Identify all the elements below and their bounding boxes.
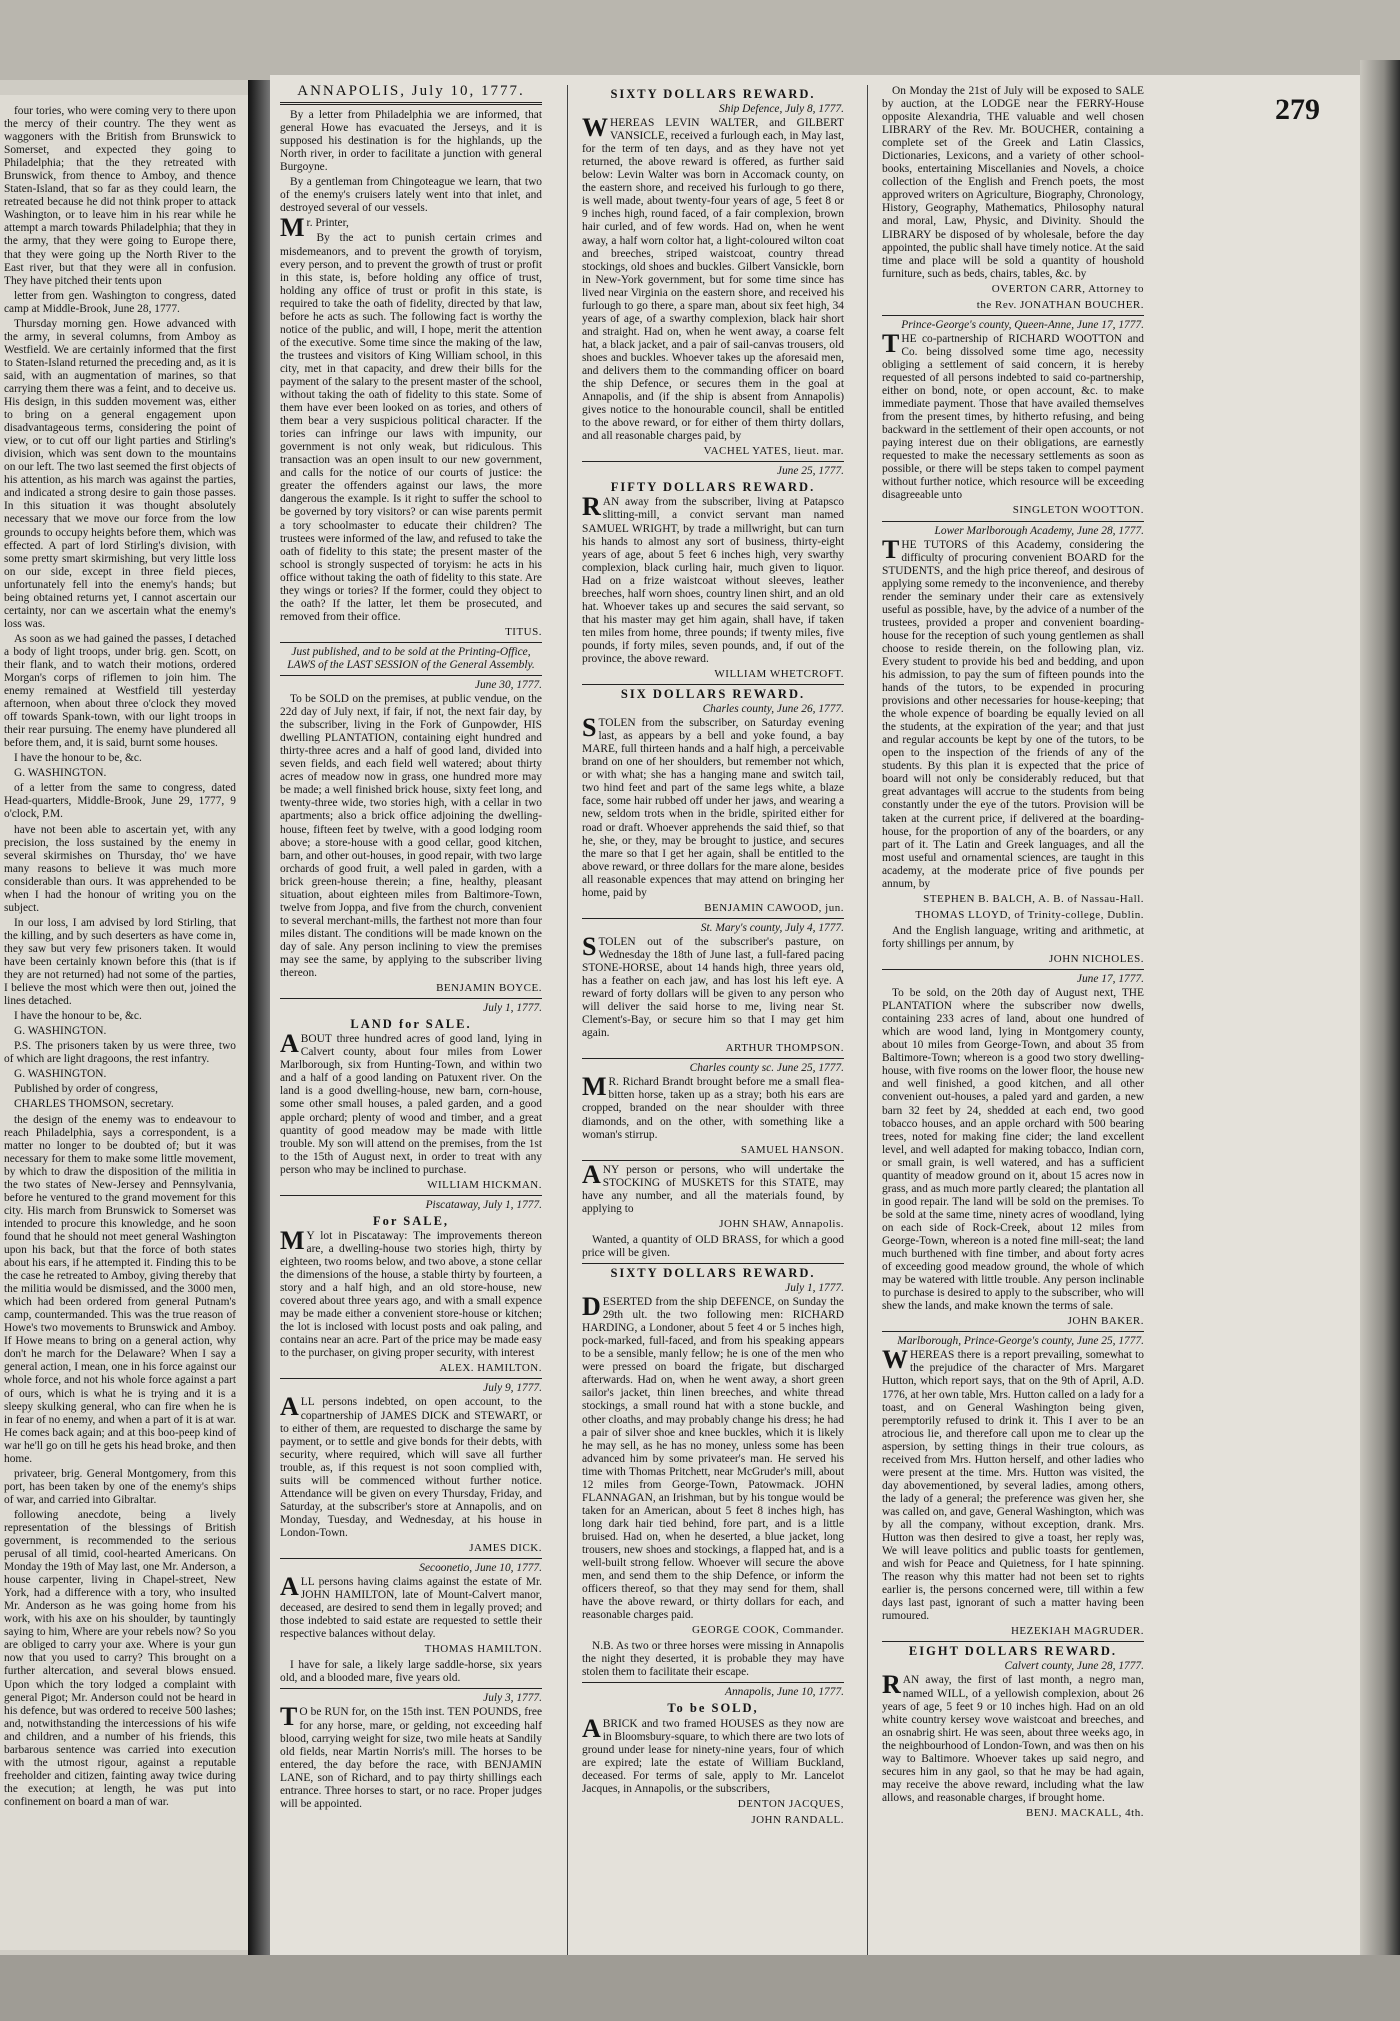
ad-body: MR. Richard Brandt brought before me a small flea-bitten horse, taken up as a stray; both his ears are cropped, branded on the near shoulder with three diamonds, and on the other, with something like a woman's stirrup. bbox=[582, 1072, 844, 1141]
divider bbox=[280, 675, 542, 676]
ad-body: To be SOLD on the premises, at public vendue, on the 22d day of July next, if fair, if not, the next fair day, by the subscriber, living in the Fork of Gunpowder, HIS dwelling PLANTATION, containing eight hundred and thirty-three acres and a half of good land, divided into seven fields, and each field well watered; about thirty acres of meadow now in grass, one hundred more may be made; a well finished brick house, sixty feet long, and twenty-three wide, two stories high, with a cellar in two apartments; also a brick office adjoining the dwelling-house, fifteen feet by twelve, with a good lodging room above; a store-house with a good cellar, good kitchen, barn, and other out-houses, in good repair, with two large orchards of good fruit, a well paled in garden, with a brick green-house therein; a fine, healthy, pleasant situation, about eighteen miles from Baltimore-Town, twelve from Joppa, and five from the church, convenient to several merchant-mills, the farthest not more than four miles distant. The conditions will be made known on the day of sale. Any person inclining to view the premises may see the same, by applying to the subscriber living thereon. bbox=[280, 693, 542, 980]
ad-date: June 30, 1777. bbox=[474, 679, 542, 692]
left-page bbox=[0, 95, 248, 1950]
divider bbox=[280, 1195, 542, 1196]
ad-body: ALL persons having claims against the estate of Mr. JOHN HAMILTON, late of Mount-Calvert manor, deceased, are desired to send them in legally proved; and those indebted to said estate are requested to settle their respective balances without delay. bbox=[280, 1572, 542, 1641]
ad-body: TO be RUN for, on the 15th inst. TEN POUNDS, free for any horse, mare, or gelding, not exceeding half blood, carrying weight for size, two mile heats at Sandily old fields, near Martin Norris's mill. The horses to be entered, the day before the race, with BENJAMIN LANE, son of Richard, and to pay thirty shillings each entrance. Three horses to start, or no race. Proper judges will be appointed. bbox=[280, 1702, 542, 1810]
column-2 bbox=[582, 85, 844, 1830]
ad-body: WHEREAS LEVIN WALTER, and GILBERT VANSICLE, received a furlough each, in May last, for the term of ten days, and as they have not yet returned, the above reward is offered, as further said below: Levin Walter was born in Accomack county, on the eastern shore, and received his furlough to go there, is well made, about twenty-four years of age, 5 feet 8 or 9 inches high, round faced, of a fair complexion, brown hair curled, and of few words. Had on, when he went away, a half worn coltor hat, a light-coloured wilton coat and breeches, striped waistcoat, country thread stockings, old shoes and buckles. Gilbert Vansickle, born in New-York government, but for some time since has lived near Virginia on the eastern shore, and received his furlough to go there, a spare man, about six feet high, 34 years of age, of a swarthy complexion, black hair short and straight. Had on, when he went away, a coarse felt hat, a black jacket, and a pair of sail-canvas trousers, old shoes and buckles. Whoever takes up the aforesaid men, and delivers them to the commanding officer on board the ship Defence, or secures them in the goal at Annapolis, and (if the ship is absent from Annapolis) gives notice to the honourable council, shall be entitled to the above reward, or for either of them thirty dollars, and all reasonable charges paid, by bbox=[582, 113, 844, 443]
ad-body: RAN away from the subscriber, living at Patapsco slitting-mill, a convict servant man named SAMUEL WRIGHT, by trade a millwright, but can turn his hands to almost any sort of business, thirty-eight years of age, about 5 feet 6 inches high, very swarthy complexion, black curling hair, much given to liquor. Had on a frize waistcoat without sleeves, leather breeches, half worn shoes, country linen shirt, and an old hat. Whoever takes up and secures the said servant, so that his master may get him again, shall have, if taken ten miles from home, three pounds; if twenty miles, five pounds, if forty miles, seven pounds, and, if out of the province, the above reward. bbox=[582, 492, 844, 665]
left-page-paragraph: In our loss, I am advised by lord Stirling, that the killing, and by such deserters as have come in, they saw but very few prisoners taken. It would have been certainly known before this (that is if they are not returned) had not some of the parties, I believe the most which were then out, joined the lines detached. bbox=[4, 916, 236, 1008]
signature: TITUS. bbox=[505, 625, 542, 638]
ad-body: WHEREAS there is a report prevailing, somewhat to the prejudice of the character of Mrs. Margaret Hutton, which report says, that on the 9th of April, A.D. 1776, at her own table, Mrs. Hutton called on a lady for a toast, and on General Washington being given, peremptorily refused to drink it. This I aver to be an atrocious lie, and therefore call upon me to clear up the aspersion, by setting things in their true colours, as received from Mrs. Hutton herself, and other ladies who were present at the time. Mrs. Hutton was visited, the day abovementioned, by several ladies, among others, the lady of a general; the preference was given her, she was called on, and gave, General Washington, which was by all the company, without exception, drank. Mrs. Hutton was then desired to give a toast, her reply was, We will leave politics and public toasts for gentlemen, and wish for Peace and Quietness, for I hate spinning. The reason why this matter had not been set to rights earlier is, the persons concerned were, till within a few days last past, ignorant of such a matter having been rumoured. bbox=[882, 1345, 1144, 1623]
left-page-paragraph: following anecdote, being a lively representation of the blessings of British government, is recommended to the serious perusal of all timid, cool-hearted Americans. On Monday the 19th of May last, one Mr. Anderson, a house carpenter, living in Chapel-street, New York, had a difference with a tory, who insulted Mr. Anderson as he was going home from his work, with his axe on his shoulder, by tauntingly saying to him, Where are your rebels now? So you are obliged to carry your axe. Where is your gun now that you used to carry? This brought on a further altercation, and several blows ensued. Upon which the tory lodged a complaint with general Pigot; Mr. Anderson could not be heard in his defence, but was ordered to receive 500 lashes; and, notwithstanding the intercessions of his wife and children, and a number of his friends, this barbarous sentence was carried into execution with the utmost rigour, against a reputable freeholder and citizen, fainting away twice during the execution; at length, he was put into confinement on board a man of war. bbox=[4, 1508, 236, 1808]
news-item: By a gentleman from Chingoteague we learn, that two of the enemy's cruisers lately went into that inlet, and destroyed several of our vessels. bbox=[280, 176, 542, 215]
divider bbox=[882, 521, 1144, 522]
signature: SAMUEL HANSON. bbox=[740, 1143, 844, 1156]
ad-body: THE TUTORS of this Academy, considering the difficulty of procuring convenient BOARD for the STUDENTS, and the high price thereof, and desirous of applying some remedy to the inconvenience, and thereby render the seminary under their care as extensively useful as possible, have, by the advice of a number of the trustees, provided a proper and convenient boarding-house for the reception of such young gentlemen as shall choose to reside therein, on the following plan, viz. Every student to provide his bed and bedding, and upon his admission, to pay the sum of fifteen pounds into the hands of the tutors, to be expended in procuring provisions and other necessaries for house-keeping; that the whole expence of boarding be equally levied on all the students, at the expiration of the year; and that just and regular accounts be kept by one of the tutors, to be open to the inspection of the friends of any of the students. By this plan it is expected that the price of board will not only be considerably reduced, but that great advantages will accrue to the students from being constantly under the eye of the tutors. Provision will be taken at the current price, if delivered at the boarding-house, for the proportion of any of the boarders, or any part of it. The Latin and Greek languages, and all the most useful and ornamental sciences, are taught in this academy, at the moderate price of five pounds per annum, by bbox=[882, 534, 1144, 890]
ad-body: STOLEN from the subscriber, on Saturday evening last, as appears by a bell and yoke found, a bay MARE, full thirteen hands and a half high, a perceivable brand on one of her shoulders, but remember not which, or with what; she has a hanging mane and switch tail, two hind feet and part of the same legs white, a blaze face, some hair rubbed off under her jaws, and wearing a new, seldom trots when in the bridle, spirited either for road or draft. Whoever apprehends the said thief, so that he, she, or they, may be brought to justice, and secures the mare so that I get her again, shall be entitled to the above reward, or three dollars for the mare alone, besides all reasonable expences that may attend on bringing her home, paid by bbox=[582, 713, 844, 899]
signature: ARTHUR THOMPSON. bbox=[725, 1042, 844, 1055]
ad-body: To be sold, on the 20th day of August next, THE PLANTATION where the subscriber now dwells, containing 233 acres of land, about one hundred of which are wood land, lying in Montgomery county, about 10 miles from George-Town, and about 35 from Baltimore-Town; whereon is a good two story dwelling-house, with five rooms on the lower floor, the house new and well finished, a good kitchen, and all other convenient out-houses, a paled yard and garden, a new barn 32 feet by 24, shedded at each end, two good tobacco houses, and an apple orchard with 500 bearing trees, noted for making fine cider; the land excellent level, and well adapted for making tobacco, Indian corn, or small grain, is well watered, and has a sufficient quantity of meadow ground on it, about 15 acres now in grass, and as much more partly cleared; the plantation all in good repair. The land will be sold on the premises. To be sold at the same time, ninety acres of woodland, lying on each side of Rock-Creek, about 12 miles from George-Town, whereon is a noted fine mill-seat; the land much burthened with fine timber, and about forty acres of exceeding good meadow ground, the whole of which may be watered with little trouble. Any person inclinable to purchase is desired to apply to the subscriber, who will shew the lands, and make known the terms of sale. bbox=[882, 987, 1144, 1313]
ad-body: On Monday the 21st of July will be exposed to SALE by auction, at the LODGE near the FERRY-House opposite Alexandria, THE valuable and well chosen LIBRARY of the Rev. Mr. BOUCHER, containing a complete set of the Greek and Latin Classics, Dictionaries, Lexicons, and a variety of other school-books, entertaining Miscellanies and Novels, a choice collection of the English and French poets, the most approved writers on Agriculture, Biography, Chronology, History, Geography, Mathematics, Philosophy natural and moral, Law, Physic, and Divinity. Should the LIBRARY be disposed of by wholesale, before the day appointed, the public shall have timely notice. At the said time and place will be sold a quantity of houshold furniture, such as beds, chairs, tables, &c. by bbox=[882, 85, 1144, 280]
page-edge-shadow bbox=[1360, 60, 1400, 1980]
ad-date: July 9, 1777. bbox=[483, 1382, 542, 1395]
column-3 bbox=[882, 85, 1144, 1823]
scan-bottom-margin bbox=[0, 1955, 1400, 2021]
divider bbox=[280, 642, 542, 643]
left-page-paragraph: four tories, who were coming very to there upon the mercy of their country. The they went as waggoners with the British from Brunswick to Somerset, and expected they going to Philadelphia; that the they retreated with Brunswick, from thence to Amboy, and thence Staten-Island, that so far as they could learn, the retreated because he did not think proper to attack Washington, or to leave him in his rear while he attempt a march towards Philadelphia; that they in the army, that they were going to Europe there, that they were going up the North River to the East river, but that they were all in confusion. They have pitched their tents upon bbox=[4, 105, 236, 287]
ad-body: MY lot in Piscataway: The improvements thereon are, a dwelling-house two stories high, thirty by eighteen, two rooms below, and two above, a stone cellar the dimensions of the house, a stable thirty by fourteen, a story and a half high, and an old store-house, new covered about three years ago, and with a small expence may be made either a convenient store-house or kitchen; the lot is inclosed with locust posts and oak paling, and contains near an acre. Part of the price may be made easy to the purchaser, on giving proper security, with interest bbox=[280, 1225, 542, 1360]
signature: THOMAS HAMILTON. bbox=[424, 1643, 542, 1656]
divider bbox=[280, 1558, 542, 1559]
ad-body: DESERTED from the ship DEFENCE, on Sunday the 29th ult. the two following men: RICHARD HARDING, a Londoner, about 5 feet 4 or 5 inches high, pock-marked, full-faced, and from his speaking appears to be a sensible, manly fellow; he is one of the men who were pressed on board the frigate, but discharged afterwards. Had on, when he went away, a short green sailor's jacket, thin linen breeches, and white thread stockings, a small round hat with a stone buckle, and other cloaths, and may probably change his dress; he had a pair of silver shoe and knee buckles, which it is likely he may sell, as he has no money, unless some has been advanced him by some privateer's man. He served his time with Thomas Pritchett, near McGruder's mill, about 12 miles from George-Town, Patowmack. JOHN FLANNAGAN, an Irishman, but by his tongue would be taken for an American, about 5 feet 8 inches high, has long dark hair tied behind, fore part, and is a little bruised. Had on, when he deserted, a blue jacket, long trousers, new shoes and stockings, a flapped hat, and is a well-built strong fellow. Whoever will secure the above men, and send them to the ship Defence, or inform the officers thereof, so that they may send for them, shall have the above reward, or thirty dollars for each, and reasonable charges paid. bbox=[582, 1292, 844, 1622]
ad-date: Ship Defence, July 8, 1777. bbox=[719, 103, 844, 116]
ad-body: ANY person or persons, who will undertake the STOCKING of MUSKETS for this STATE, may have any number, and all the materials found, by applying to bbox=[582, 1159, 844, 1215]
signature: BENJ. MACKALL, 4th. bbox=[1026, 1806, 1144, 1819]
left-page-paragraph: Thursday morning gen. Howe advanced with the army, in several columns, from Amboy as Westfield. We are certainly informed that the first to Staten-Island returned the preceding and, as it is said, with an augmentation of marines, so that carrying them there was a feint, and to deceive us. His design, in this sudden movement was, either to bring on a general engagement upon disadvantageous terms, considering the point of view, or to cut off our light parties and Stirling's division, which was sent down to the mountains on our left. The two last seemed the first objects of his attention, as his march was against the parties, and indicated a strong desire to gain those passes. In this situation it was thought absolutely necessary that we move our force from the low grounds to occupy heights before them, which was effected. A part of lord Stirling's division, with some pretty smart skirmishing, but very little loss on our side, except in three field pieces, unfortunately fell into the enemy's hands; but being obtained returns yet, I cannot ascertain our certainty, nor can we ascertain what the enemy's loss was. bbox=[4, 317, 236, 630]
ad-heading: LAND for SALE. bbox=[350, 1017, 472, 1032]
divider bbox=[582, 1682, 844, 1683]
ad-date: Lower Marlborough Academy, June 28, 1777. bbox=[934, 524, 1144, 537]
divider bbox=[280, 1378, 542, 1379]
scan-top-margin bbox=[0, 0, 1400, 80]
divider bbox=[582, 918, 844, 919]
left-page-paragraph: G. WASHINGTON. bbox=[14, 1025, 107, 1038]
left-page-paragraph: the design of the enemy was to endeavour to reach Philadelphia, says a correspondent, is a matter no longer to be doubted of; but it was necessary for them to make some little movement, by which to draw the disposition of the militia in the two states of New-Jersey and Pennsylvania, before he ventured to the grand movement for this city. His march from Brunswick to Somerset was intended to procure this knowledge, and he soon found that he should not meet general Washington upon his back, but that the force of both states about his ears, if he attempted it. Finding this to be the case he retreated to Amboy, giving thereby that the militia would be dismissed, and the 3000 men, which had been ordered from general Putnam's camp, countermanded. This was the true reason of Howe's two movements to Brunswick and Amboy. If Howe means to bring on a general action, why don't he march for the Delaware? When I say a general action, I mean, one in his force against our whole force, and not his whole force against a part of ours, which is what he is trying and it is a sleepy skulking general, who can fire when he is in fear of no enemy, and when a part of it is at war. He comes back again; and at this boo-peep kind of war he'll go on till he gets his head broke, and then home. bbox=[4, 1113, 236, 1465]
left-page-paragraph: letter from gen. Washington to congress, dated camp at Middle-Brook, June 28, 1777. bbox=[4, 289, 236, 315]
divider bbox=[882, 1331, 1144, 1332]
printer-letter-body: By the act to punish certain crimes and misdemeanors, and to prevent the growth of toryism, every person, and to prevent the growth of trust or profit in this state, is, before holding any office of trust, holding any office of trust or profit in this state, is required to take the oath of fidelity, directed by that law, before he acts as such. The following fact is worthy the notice of the public, and will, I hope, merit the attention of the executive. Some time since the making of the law, the trustees and visitors of King William school, in this city, met in that capacity, and drew their bills for the payment of the salary to the present master of the school, without taking the oath of fidelity to this state. Some of them have ever been looked on as tories, and others of them bear a very suspicious political character. If the tories can infringe our laws with impunity, our government is not only weak, but ridiculous. This transaction was an open insult to our new government, and calls for the notice of our courts of justice: the greater the offenders against our laws, the more dangerous the example. Is it right to suffer the school to be governed by tory visitors? or can wise parents permit a tory schoolmaster to educate their children? The trustees were informed of the law, and refused to take the oath of fidelity to this state; the present master of the school is strongly suspected of toryism: he acts in his office without taking the oath of fidelity to this state. Are they wings or tories? If the former, could they object to the oath? If the latter, let them be prosecuted, and removed from their office. bbox=[280, 232, 542, 623]
ad-body: I have for sale, a likely large saddle-horse, six years old, and a blooded mare, five years old. bbox=[280, 1659, 542, 1685]
ad-date: Annapolis, June 10, 1777. bbox=[725, 1686, 844, 1699]
right-page bbox=[270, 75, 1360, 1965]
signature: STEPHEN B. BALCH, A. B. of Nassau-Hall. bbox=[923, 892, 1144, 905]
book-gutter bbox=[248, 80, 270, 1960]
ad-date: June 25, 1777. bbox=[776, 465, 844, 478]
printer-salutation: Mr. Printer, bbox=[280, 213, 349, 243]
ad-body: Wanted, a quantity of OLD BRASS, for which a good price will be given. bbox=[582, 1233, 844, 1259]
signature: JAMES DICK. bbox=[469, 1541, 542, 1554]
ad-body: ABOUT three hundred acres of good land, lying in Calvert county, about four miles from Lower Marlborough, six from Hunting-Town, and within two and a half of a good landing on Patuxent river. On the land is a good dwelling-house, new barn, corn-house, some other small houses, a paled garden, and a good apple orchard; plenty of wood and timber, and a great quantity of good meadow may be made with little trouble. My son will attend on the premises, from the 1st to the 15th of August next, in order to treat with any person who may be inclined to purchase. bbox=[280, 1029, 542, 1176]
left-page-paragraph: have not been able to ascertain yet, with any precision, the loss sustained by the enemy in several skirmishes on Thursday, tho' we have many reasons to believe it was much more considerable than ours. It was apprehended to be when I had the honour of writing you on the subject. bbox=[4, 823, 236, 914]
signature: the Rev. JONATHAN BOUCHER. bbox=[976, 298, 1144, 311]
ad-body: THE co-partnership of RICHARD WOOTTON and Co. being dissolved some time ago, necessity obliging a settlement of said concern, it is hereby requested of all persons indebted to said co-partnership, either on bond, note, or open account, &c. to make immediate payment. Those that have availed themselves from the present times, by hitherto refusing, and being backward in the settlement of their open accounts, or not paying interest due on their obligations, are earnestly requested to make the necessary settlements as soon as possible, or there will be steps taken to compel payment without further notice, which resource will be exceeding disagreeable unto bbox=[882, 328, 1144, 502]
column-rule bbox=[867, 85, 868, 1955]
printing-office-notice: Just published, and to be sold at the Printing-Office, LAWS of the LAST SESSION of the General Assembly. bbox=[287, 645, 535, 671]
signature: SINGLETON WOOTTON. bbox=[1012, 504, 1144, 517]
left-page-paragraph: Published by order of congress, bbox=[14, 1083, 158, 1096]
signature: JOHN RANDALL. bbox=[751, 1813, 844, 1826]
left-page-column bbox=[0, 105, 240, 1811]
left-page-paragraph: P.S. The prisoners taken by us were three, two of which are light dragoons, the rest infantry. bbox=[4, 1040, 236, 1066]
ad-heading: To be SOLD, bbox=[667, 1701, 759, 1716]
signature: OVERTON CARR, Attorney to bbox=[991, 282, 1144, 295]
signature: VACHEL YATES, lieut. mar. bbox=[703, 445, 844, 458]
divider bbox=[582, 1160, 844, 1161]
ad-heading: FIFTY DOLLARS REWARD. bbox=[610, 480, 816, 495]
left-page-paragraph: As soon as we had gained the passes, I detached a body of light troops, under brig. gen. Scott, on their flank, and to watch their motions, ordered Morgan's corps of riflemen to join him. The enemy remained at Westfield till yesterday afternoon, when about three o'clock they moved off towards Spank-town, with our light troops in their rear pursuing. The enemy have plundered all before them, and, it is said, burnt some houses. bbox=[4, 632, 236, 750]
ad-heading: SIX DOLLARS REWARD. bbox=[620, 687, 806, 702]
ad-body: RAN away, the first of last month, a negro man, named WILL, of a yellowish complexion, about 26 years of age, 5 feet 9 or 10 inches high. Had on an old white country kersey wove waistcoat and breeches, and an osnabrig shirt. He was seen, about three weeks ago, in the neighbourhood of London-Town, and was then on his way to Baltimore. Whoever takes up said negro, and secures him in any gaol, so that he may be had again, may receive the above reward, including what the law allows, and reasonable charges, if brought home. bbox=[882, 1670, 1144, 1804]
signature: WILLIAM HICKMAN. bbox=[427, 1178, 542, 1191]
left-page-paragraph: of a letter from the same to congress, dated Head-quarters, Middle-Brook, June 29, 1777, 9 o'clock, P.M. bbox=[4, 782, 236, 821]
ad-date: July 1, 1777. bbox=[483, 1002, 542, 1015]
ad-body: STOLEN out of the subscriber's pasture, on Wednesday the 18th of June last, a full-fared pacing STONE-HORSE, about 14 hands high, three years old, has a feather on each jaw, and has lost his left eye. A reward of forty dollars will be given to any person who will deliver the said horse to me, living near St. Clement's-Bay, or secure him so that I may get him again. bbox=[582, 931, 844, 1040]
dateline-header: ANNAPOLIS, July 10, 1777. bbox=[297, 83, 525, 99]
divider bbox=[582, 461, 844, 462]
ad-date: Prince-George's county, Queen-Anne, June 17, 1777. bbox=[901, 318, 1144, 331]
ad-heading: SIXTY DOLLARS REWARD. bbox=[610, 87, 816, 101]
ad-body: ALL persons indebted, on open account, to the copartnership of JAMES DICK and STEWART, or to either of them, are requested to discharge the same by payment, or to settle and give bonds for their debts, with security, where required, which will save all further trouble, as, if this request is not soon complied with, suits will be commenced without further notice. Attendance will be given on every Thursday, Friday, and Saturday, at the subscriber's store at Annapolis, and on Monday, Tuesday, and Wednesday, at his house in London-Town. bbox=[280, 1392, 542, 1539]
divider bbox=[280, 998, 542, 999]
signature: WILLIAM WHETCROFT. bbox=[714, 668, 844, 681]
ad-date: Marlborough, Prince-George's county, June 25, 1777. bbox=[897, 1335, 1144, 1348]
divider bbox=[582, 1058, 844, 1059]
signature: DENTON JACQUES, bbox=[737, 1797, 844, 1810]
signature: ALEX. HAMILTON. bbox=[439, 1362, 542, 1375]
ad-date: July 1, 1777. bbox=[785, 1282, 844, 1295]
ad-date: Secoonetio, June 10, 1777. bbox=[419, 1562, 542, 1575]
news-item: By a letter from Philadelphia we are informed, that general Howe has evacuated the Jerseys, and it is supposed his destination is for the highlands, up the North river, in order to facilitate a junction with general Burgoyne. bbox=[280, 109, 542, 174]
ad-date: Charles county sc. June 25, 1777. bbox=[689, 1062, 844, 1075]
divider bbox=[280, 1688, 542, 1689]
left-page-paragraph: G. WASHINGTON. bbox=[14, 767, 107, 780]
signature: JOHN NICHOLES. bbox=[1049, 953, 1144, 965]
page-number: 279 bbox=[1275, 93, 1320, 126]
column-1 bbox=[280, 85, 542, 1813]
ad-date: Calvert county, June 28, 1777. bbox=[1004, 1660, 1144, 1673]
ad-heading: EIGHT DOLLARS REWARD. bbox=[908, 1644, 1118, 1659]
signature: HEZEKIAH MAGRUDER. bbox=[1010, 1625, 1144, 1638]
ad-body: And the English language, writing and arithmetic, at forty shillings per annum, by bbox=[882, 924, 1144, 950]
ad-date: June 17, 1777. bbox=[1076, 973, 1144, 986]
signature: JOHN SHAW, Annapolis. bbox=[719, 1217, 844, 1230]
left-page-paragraph: I have the honour to be, &c. bbox=[14, 752, 142, 765]
divider bbox=[582, 1263, 844, 1264]
column-rule bbox=[567, 85, 568, 1955]
ad-body: N.B. As two or three horses were missing in Annapolis the night they deserted, it is probable they may have stolen them to facilitate their escape. bbox=[582, 1640, 844, 1679]
divider bbox=[882, 315, 1144, 316]
signature: THOMAS LLOYD, of Trinity-college, Dublin. bbox=[915, 908, 1144, 921]
ad-date: Piscataway, July 1, 1777. bbox=[425, 1198, 542, 1211]
signature: BENJAMIN BOYCE. bbox=[436, 982, 542, 995]
ad-heading: SIXTY DOLLARS REWARD. bbox=[610, 1265, 816, 1280]
left-page-paragraph: CHARLES THOMSON, secretary. bbox=[14, 1098, 174, 1111]
ad-date: July 3, 1777. bbox=[483, 1692, 542, 1705]
signature: GEORGE COOK, Commander. bbox=[691, 1624, 844, 1637]
signature: BENJAMIN CAWOOD, jun. bbox=[704, 901, 844, 914]
divider bbox=[582, 684, 844, 685]
ad-heading: For SALE, bbox=[372, 1213, 450, 1228]
divider bbox=[882, 969, 1144, 970]
ad-date: St. Mary's county, July 4, 1777. bbox=[700, 921, 844, 934]
divider bbox=[280, 102, 542, 105]
left-page-paragraph: G. WASHINGTON. bbox=[14, 1068, 107, 1081]
ad-date: Charles county, June 26, 1777. bbox=[702, 703, 844, 716]
divider bbox=[882, 1641, 1144, 1642]
ad-body: ABRICK and two framed HOUSES as they now are in Bloomsbury-square, to which there are two lots of ground under lease for ninety-nine years, four of which are expired; late the estate of William Buckland, deceased. For terms of sale, apply to Mr. Lancelot Jacques, in Annapolis, or the subscribers, bbox=[582, 1713, 844, 1795]
left-page-paragraph: privateer, brig. General Montgomery, from this port, has been taken by one of the enemy's ships of war, and carried into Gibraltar. bbox=[4, 1467, 236, 1506]
signature: JOHN BAKER. bbox=[1067, 1315, 1144, 1328]
left-page-paragraph: I have the honour to be, &c. bbox=[14, 1010, 142, 1023]
